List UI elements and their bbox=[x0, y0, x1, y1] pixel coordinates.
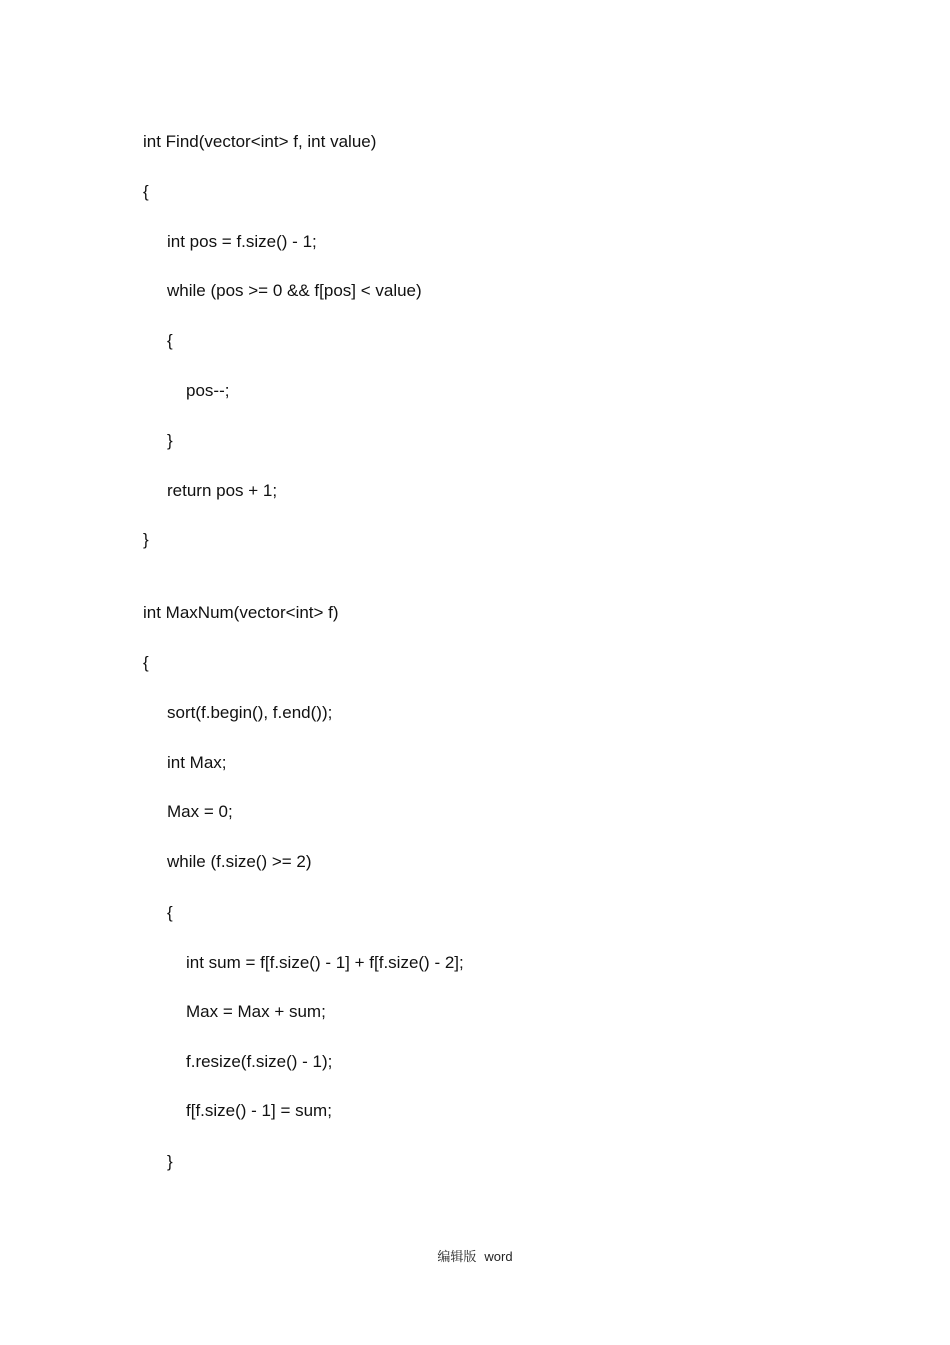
code-line: int pos = f.size() - 1; bbox=[167, 232, 317, 251]
code-line: while (f.size() >= 2) bbox=[167, 852, 312, 871]
code-line: } bbox=[143, 530, 149, 549]
code-line: { bbox=[167, 331, 173, 350]
footer-format-label: word bbox=[484, 1249, 513, 1264]
code-line: { bbox=[167, 903, 173, 922]
code-line: Max = Max + sum; bbox=[186, 1002, 326, 1021]
code-line: } bbox=[167, 431, 173, 450]
code-line: int sum = f[f.size() - 1] + f[f.size() - 2]; bbox=[186, 953, 464, 972]
code-line: Max = 0; bbox=[167, 802, 233, 821]
code-line: f[f.size() - 1] = sum; bbox=[186, 1101, 332, 1120]
code-line: { bbox=[143, 182, 149, 201]
code-line: int Find(vector<int> f, int value) bbox=[143, 132, 377, 151]
code-line: sort(f.begin(), f.end()); bbox=[167, 703, 333, 722]
code-line: while (pos >= 0 && f[pos] < value) bbox=[167, 281, 422, 300]
page-footer bbox=[0, 1248, 950, 1266]
code-line: pos--; bbox=[186, 381, 230, 400]
code-line: return pos + 1; bbox=[167, 481, 278, 500]
code-line: } bbox=[167, 1152, 173, 1171]
code-line: int Max; bbox=[167, 753, 227, 772]
code-line: f.resize(f.size() - 1); bbox=[186, 1052, 333, 1071]
footer-edition-label: 编辑版 bbox=[437, 1249, 477, 1264]
code-line: { bbox=[143, 653, 149, 672]
code-line: int MaxNum(vector<int> f) bbox=[143, 603, 339, 622]
